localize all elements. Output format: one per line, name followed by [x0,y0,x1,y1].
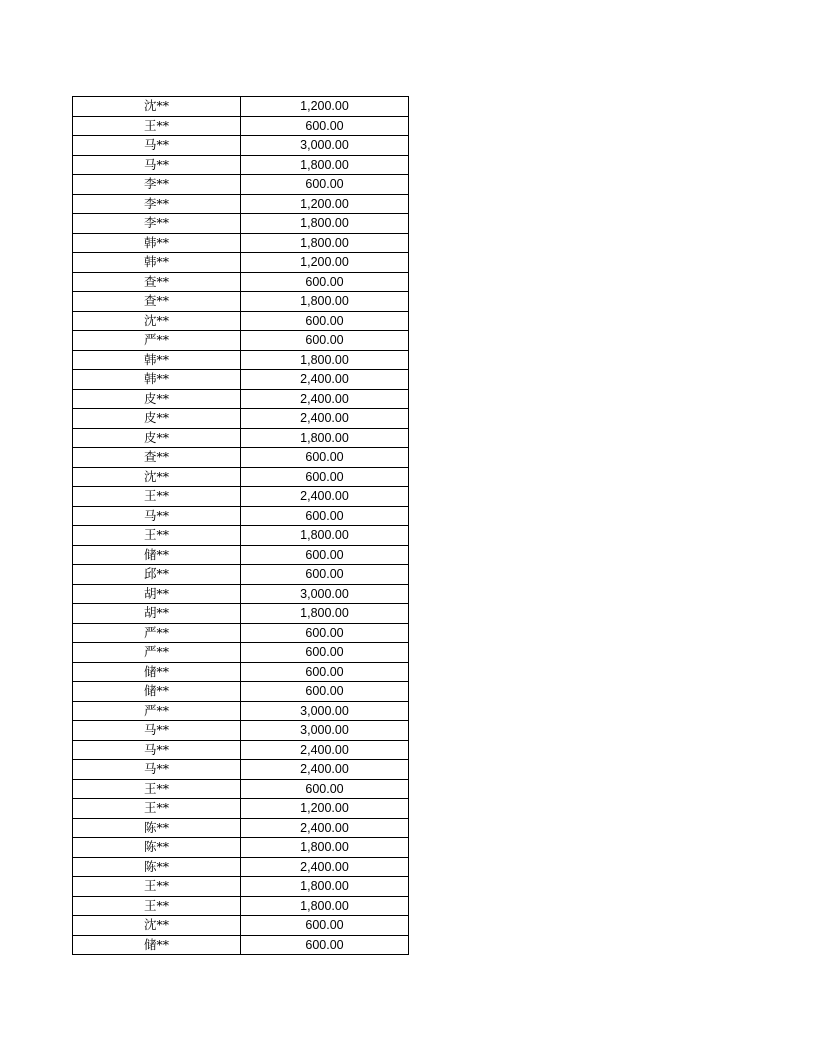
name-cell: 储** [73,935,241,955]
table-row [73,487,409,507]
name-cell: 王** [73,877,241,897]
table-row [73,175,409,195]
amount-cell: 600.00 [241,916,409,936]
amount-cell: 600.00 [241,565,409,585]
table-row [73,565,409,585]
name-cell: 查** [73,448,241,468]
name-cell: 储** [73,662,241,682]
table-row [73,409,409,429]
name-cell: 马** [73,506,241,526]
table-row [73,799,409,819]
name-cell: 韩** [73,253,241,273]
name-cell: 王** [73,896,241,916]
amount-cell: 1,800.00 [241,214,409,234]
table-row [73,916,409,936]
amount-cell: 2,400.00 [241,857,409,877]
amount-cell: 2,400.00 [241,740,409,760]
name-cell: 查** [73,272,241,292]
table-row [73,604,409,624]
name-cell: 陈** [73,857,241,877]
name-cell: 胡** [73,604,241,624]
amount-cell: 1,800.00 [241,292,409,312]
name-cell: 李** [73,194,241,214]
table-row [73,311,409,331]
amount-cell: 1,200.00 [241,253,409,273]
amount-cell: 600.00 [241,935,409,955]
amount-cell: 3,000.00 [241,721,409,741]
table-row [73,935,409,955]
name-cell: 邱** [73,565,241,585]
amount-cell: 1,800.00 [241,604,409,624]
name-cell: 查** [73,292,241,312]
table-row [73,779,409,799]
table-row [73,155,409,175]
table-row [73,350,409,370]
amount-cell: 1,200.00 [241,97,409,117]
table-row [73,643,409,663]
name-cell: 严** [73,701,241,721]
name-cell: 陈** [73,838,241,858]
amount-cell: 600.00 [241,506,409,526]
name-cell: 韩** [73,350,241,370]
name-cell: 韩** [73,370,241,390]
amount-cell: 1,800.00 [241,838,409,858]
table-row [73,214,409,234]
ledger-table [72,96,409,955]
table-row [73,272,409,292]
amount-cell: 1,200.00 [241,799,409,819]
table-row [73,584,409,604]
table-row [73,877,409,897]
name-cell: 马** [73,721,241,741]
table-row [73,896,409,916]
table-row [73,682,409,702]
amount-cell: 1,800.00 [241,896,409,916]
amount-cell: 2,400.00 [241,409,409,429]
name-cell: 王** [73,116,241,136]
name-cell: 李** [73,175,241,195]
amount-cell: 1,800.00 [241,155,409,175]
amount-cell: 2,400.00 [241,818,409,838]
name-cell: 皮** [73,428,241,448]
table-row [73,467,409,487]
table-row [73,740,409,760]
amount-cell: 3,000.00 [241,701,409,721]
name-cell: 胡** [73,584,241,604]
amount-cell: 600.00 [241,623,409,643]
table-row [73,506,409,526]
table-row [73,233,409,253]
name-cell: 李** [73,214,241,234]
table-row [73,136,409,156]
ledger-body [73,97,409,955]
table-row [73,448,409,468]
table-row [73,818,409,838]
name-cell: 储** [73,682,241,702]
amount-cell: 600.00 [241,272,409,292]
amount-cell: 1,200.00 [241,194,409,214]
amount-cell: 600.00 [241,311,409,331]
amount-cell: 3,000.00 [241,584,409,604]
table-row [73,428,409,448]
name-cell: 王** [73,526,241,546]
amount-cell: 1,800.00 [241,877,409,897]
amount-cell: 600.00 [241,643,409,663]
table-row [73,838,409,858]
name-cell: 严** [73,331,241,351]
table-row [73,331,409,351]
table-row [73,292,409,312]
name-cell: 王** [73,779,241,799]
amount-cell: 600.00 [241,779,409,799]
amount-cell: 600.00 [241,467,409,487]
table-row [73,370,409,390]
amount-cell: 2,400.00 [241,389,409,409]
table-row [73,253,409,273]
table-row [73,721,409,741]
table-row [73,194,409,214]
amount-cell: 1,800.00 [241,350,409,370]
table-row [73,623,409,643]
amount-cell: 600.00 [241,545,409,565]
name-cell: 马** [73,760,241,780]
name-cell: 皮** [73,389,241,409]
amount-cell: 2,400.00 [241,487,409,507]
name-cell: 沈** [73,467,241,487]
name-cell: 储** [73,545,241,565]
table-row [73,545,409,565]
amount-cell: 600.00 [241,662,409,682]
name-cell: 马** [73,740,241,760]
name-cell: 沈** [73,916,241,936]
table-row [73,760,409,780]
name-cell: 皮** [73,409,241,429]
name-cell: 陈** [73,818,241,838]
amount-cell: 1,800.00 [241,526,409,546]
amount-cell: 3,000.00 [241,136,409,156]
amount-cell: 600.00 [241,331,409,351]
amount-cell: 2,400.00 [241,760,409,780]
name-cell: 严** [73,623,241,643]
name-cell: 马** [73,136,241,156]
name-cell: 沈** [73,311,241,331]
amount-cell: 600.00 [241,175,409,195]
name-cell: 沈** [73,97,241,117]
table-row [73,701,409,721]
table-row [73,662,409,682]
name-cell: 严** [73,643,241,663]
amount-cell: 600.00 [241,448,409,468]
table-row [73,526,409,546]
table-row [73,857,409,877]
table-row [73,389,409,409]
table-row [73,97,409,117]
table-row [73,116,409,136]
name-cell: 马** [73,155,241,175]
amount-cell: 600.00 [241,116,409,136]
amount-cell: 2,400.00 [241,370,409,390]
amount-cell: 1,800.00 [241,428,409,448]
name-cell: 韩** [73,233,241,253]
amount-cell: 1,800.00 [241,233,409,253]
amount-cell: 600.00 [241,682,409,702]
name-cell: 王** [73,799,241,819]
name-cell: 王** [73,487,241,507]
